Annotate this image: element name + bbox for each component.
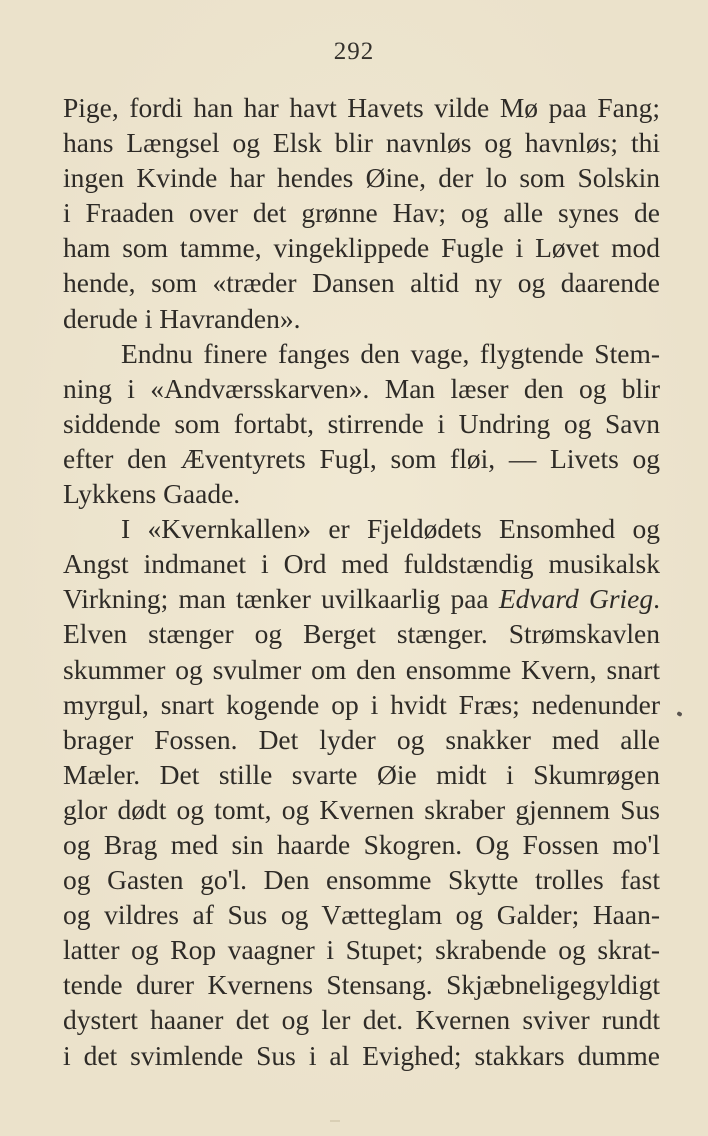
- text-line: og vildres af Sus og Vætteglam og Galder; Haan-: [63, 899, 660, 931]
- text-line: myrgul, snart kogende op i hvidt Fræs; nedenunder: [63, 688, 660, 720]
- text-line: og Brag med sin haarde Skogren. Og Fossen mo'l: [63, 828, 660, 860]
- text-line: Angst indmanet i Ord med fuldstændig musikalsk: [63, 548, 660, 580]
- text-line: og Gasten go'l. Den ensomme Skytte trolles fast: [63, 864, 660, 896]
- text-line-paragraph-end: Lykkens Gaade.: [63, 478, 241, 510]
- text-line: ingen Kvinde har hendes Øine, der lo som Solskin: [63, 162, 660, 194]
- text-line: Mæler. Det stille svarte Øie midt i Skumrøgen: [63, 758, 660, 790]
- text-line: glor dødt og tomt, og Kvernen skraber gjennem Sus: [63, 793, 660, 825]
- text-line: i det svimlende Sus i al Evighed; stakkars dumme: [63, 1039, 660, 1071]
- paper-speck: [676, 711, 682, 717]
- text-line: hende, som «træder Dansen altid ny og daarende: [63, 267, 660, 299]
- text-segment: .: [653, 583, 661, 615]
- text-line: Elven stænger og Berget stænger. Strømskavlen: [63, 618, 660, 650]
- text-line-paragraph-start: I «Kvernkallen» er Fjeldødets Ensomhed og: [121, 513, 660, 545]
- text-line: Pige, fordi han har havt Havets vilde Mø paa Fang;: [63, 92, 660, 123]
- text-line-paragraph-end: derude i Havranden».: [63, 302, 301, 334]
- text-line: tende durer Kvernens Stensang. Skjæbneligegyldigt: [63, 969, 660, 1001]
- text-segment: Virkning; man tænker uvilkaarlig paa: [63, 583, 499, 615]
- text-line: latter og Rop vaagner i Stupet; skrabende og skrat-: [63, 934, 660, 966]
- text-line: i Fraaden over det grønne Hav; og alle synes de: [63, 197, 660, 229]
- text-line: siddende som fortabt, stirrende i Undring og Savn: [63, 407, 660, 439]
- text-line: brager Fossen. Det lyder og snakker med alle: [63, 723, 660, 755]
- text-line: hans Længsel og Elsk blir navnløs og havnløs; thi: [63, 127, 660, 159]
- paper-mark: [330, 1120, 340, 1122]
- text-line-with-italic: [63, 581, 660, 616]
- text-line: skummer og svulmer om den ensomme Kvern, snart: [63, 653, 660, 685]
- text-line: dystert haaner det og ler det. Kvernen sviver rundt: [63, 1004, 660, 1036]
- italic-name-edvard-grieg: Edvard Grieg: [498, 583, 654, 615]
- text-line-paragraph-start: Endnu finere fanges den vage, flygtende Stem-: [121, 337, 660, 369]
- body-text: [63, 90, 660, 1073]
- text-line: efter den Æventyrets Fugl, som fløi, — Livets og: [63, 442, 660, 474]
- text-line: ning i «Andværsskarven». Man læser den og blir: [63, 372, 660, 404]
- page-number: 292: [333, 38, 375, 65]
- text-line: ham som tamme, vingeklippede Fugle i Løvet mod: [63, 232, 660, 264]
